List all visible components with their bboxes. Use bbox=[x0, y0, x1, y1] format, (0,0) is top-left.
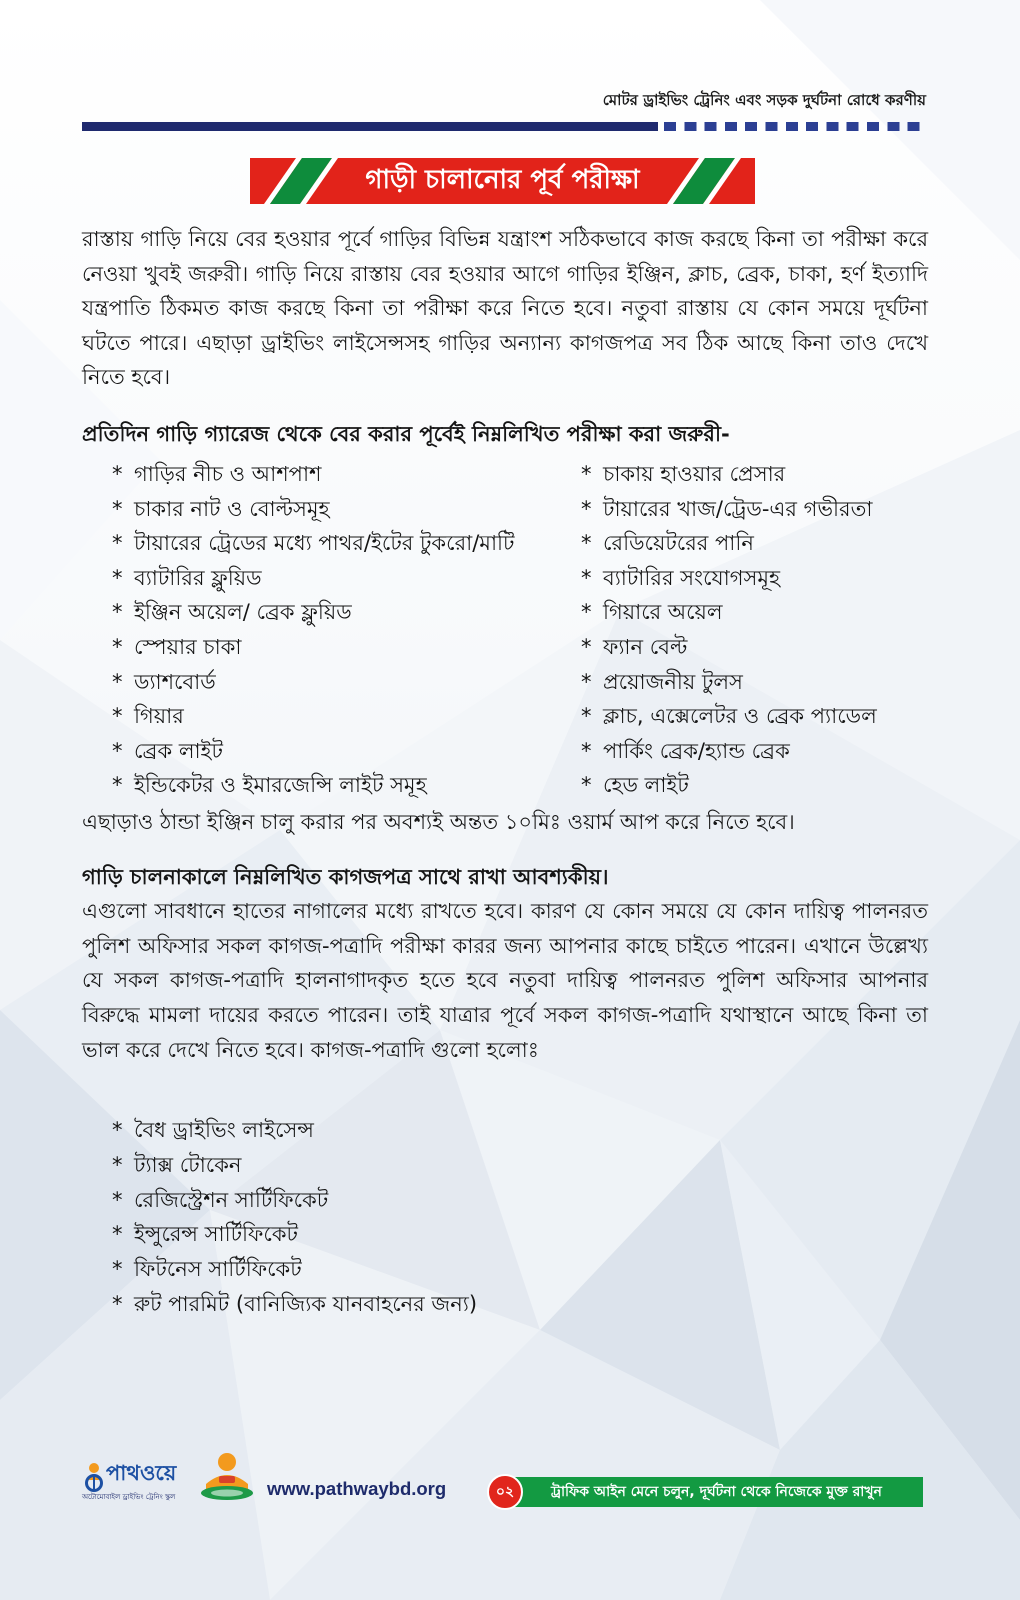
list-item-text: গিয়ারে অয়েল bbox=[603, 600, 723, 625]
list-item-text: চাকার নাট ও বোল্টসমূহ bbox=[134, 496, 330, 521]
list-item bbox=[112, 768, 574, 803]
driver-steering-badge-icon bbox=[198, 1452, 256, 1502]
bullet-asterisk: * bbox=[581, 565, 592, 590]
header-rule-dashed bbox=[664, 122, 928, 131]
list-item-text: রেজিস্ট্রেশন সার্টিফিকেট bbox=[134, 1187, 329, 1212]
list-item bbox=[581, 492, 926, 527]
bullet-asterisk: * bbox=[112, 704, 123, 729]
list-item-text: গিয়ার bbox=[134, 704, 184, 729]
bullet-asterisk: * bbox=[112, 1187, 123, 1212]
list-item-text: টায়ারের খাজ/ট্রেড-এর গভীরতা bbox=[603, 496, 873, 521]
bullet-asterisk: * bbox=[112, 1118, 123, 1142]
list-item bbox=[112, 1113, 632, 1148]
list-item bbox=[112, 1252, 632, 1287]
list-item bbox=[581, 768, 926, 803]
daily-check-list-right bbox=[581, 457, 926, 803]
bullet-asterisk: * bbox=[581, 634, 592, 659]
running-header-title: মোটর ড্রাইভিং ট্রেনিং এবং সড়ক দুর্ঘটনা রোধে করণীয় bbox=[602, 91, 926, 109]
daily-check-heading: প্রতিদিন গাড়ি গ্যারেজ থেকে বের করার পূর্বেই নিম্নলিখিত পরীক্ষা করা জরুরী- bbox=[82, 422, 730, 446]
list-item-text: হেড লাইট bbox=[603, 773, 689, 798]
list-item bbox=[112, 526, 574, 561]
bullet-asterisk: * bbox=[581, 531, 592, 556]
documents-paragraph: এগুলো সাবধানে হাতের নাগালের মধ্যে রাখতে হবে। কারণ যে কোন সময়ে যে কোন দায়িত্ব পালনরত পুলিশ অফিসার সকল কাগজ-পত্রাদি পরীক্ষা কারর জন্য আপনার কাছে চাইতে পারেন। এখানে উল্লেখ্য যে সকল কাগজ-পত্রাদি হালনাগাদকৃত হতে হবে নতুবা দায়িত্ব পালনরত পুলিশ অফিসার আপনার বিরুদ্ধে মামলা দায়ের করতে পারেন। তাই যাত্রার পূর্বে সকল কাগজ-পত্রাদি যথাস্থানে আছে কিনা তা ভাল করে দেখে নিতে হবে। কাগজ-পত্রাদি গুলো হলোঃ bbox=[82, 899, 928, 1062]
list-item-text: ব্যাটারির সংযোগসমূহ bbox=[603, 565, 781, 590]
logo-name: পাথওয়ে bbox=[106, 1461, 177, 1485]
list-item bbox=[581, 734, 926, 769]
list-item bbox=[112, 1287, 632, 1322]
list-item bbox=[581, 630, 926, 665]
header-rule-solid bbox=[82, 122, 658, 131]
list-item-text: প্রয়োজনীয় টুলস bbox=[603, 669, 743, 694]
list-item-text: চাকায় হাওয়ার প্রেসার bbox=[603, 462, 786, 486]
list-item-text: বৈধ ড্রাইভিং লাইসেন্স bbox=[134, 1118, 314, 1142]
bullet-asterisk: * bbox=[581, 738, 592, 763]
list-item bbox=[112, 561, 574, 596]
list-item-text: ট্যাক্স টোকেন bbox=[134, 1152, 242, 1177]
list-item-text: রেডিয়েটরের পানি bbox=[603, 531, 754, 556]
bullet-asterisk: * bbox=[581, 704, 592, 729]
list-item bbox=[112, 699, 574, 734]
bullet-asterisk: * bbox=[112, 496, 123, 521]
list-item-text: ক্লাচ, এক্সেলেটর ও ব্রেক প্যাডেল bbox=[603, 704, 877, 729]
list-item bbox=[112, 630, 574, 665]
list-item bbox=[581, 665, 926, 700]
bullet-asterisk: * bbox=[112, 600, 123, 625]
website-url: www.pathwaybd.org bbox=[267, 1478, 447, 1499]
bullet-asterisk: * bbox=[112, 669, 123, 694]
bullet-asterisk: * bbox=[581, 496, 592, 521]
bullet-asterisk: * bbox=[112, 531, 123, 556]
daily-check-list-left bbox=[112, 457, 574, 803]
list-item-text: গাড়ির নীচ ও আশপাশ bbox=[134, 462, 322, 486]
bullet-asterisk: * bbox=[581, 600, 592, 625]
list-item bbox=[112, 1148, 632, 1183]
list-item bbox=[112, 734, 574, 769]
bullet-asterisk: * bbox=[112, 738, 123, 763]
list-item-text: পার্কিং ব্রেক/হ্যান্ড ব্রেক bbox=[603, 738, 790, 763]
bullet-asterisk: * bbox=[581, 773, 592, 798]
bullet-asterisk: * bbox=[581, 462, 592, 486]
bullet-asterisk: * bbox=[112, 1152, 123, 1177]
bullet-asterisk: * bbox=[112, 565, 123, 590]
list-item bbox=[112, 1217, 632, 1252]
list-item-text: ব্যাটারির ফ্লুয়িড bbox=[134, 565, 262, 590]
list-item-text: ফ্যান বেল্ট bbox=[603, 634, 688, 659]
bullet-asterisk: * bbox=[112, 1291, 123, 1316]
list-item-text: ইন্ডিকেটর ও ইমারজেন্সি লাইট সমূহ bbox=[134, 773, 427, 798]
page-number: ০২ bbox=[487, 1474, 523, 1510]
section-title: গাড়ী চালানোর পূর্ব পরীক্ষা bbox=[365, 165, 640, 195]
bullet-asterisk: * bbox=[112, 1257, 123, 1282]
list-item-text: ব্রেক লাইট bbox=[134, 738, 223, 763]
intro-paragraph: রাস্তায় গাড়ি নিয়ে বের হওয়ার পূর্বে গাড়ির বিভিন্ন যন্ত্রাংশ সঠিকভাবে কাজ করছে কিনা তা পরীক্ষা করে নেওয়া খুবই জরুরী। গাড়ি নিয়ে রাস্তায় বের হওয়ার আগে গাড়ির ইঞ্জিন, ক্লাচ, ব্রেক, চাকা, হর্ণ ইত্যাদি যন্ত্রপাতি ঠিকমত কাজ করছে কিনা তা পরীক্ষা করে নিতে হবে। নতুবা রাস্তায় যে কোন সময়ে দূর্ঘটনা ঘটতে পারে। এছাড়া ড্রাইভিং লাইসেন্সসহ গাড়ির অন্যান্য কাগজপত্র সব ঠিক আছে কিনা তাও দেখে নিতে হবে। bbox=[82, 227, 928, 389]
bullet-asterisk: * bbox=[581, 669, 592, 694]
documents-list bbox=[112, 1113, 632, 1322]
warm-up-note: এছাড়াও ঠান্ডা ইঞ্জিন চালু করার পর অবশ্যই অন্তত ১০মিঃ ওয়ার্ম আপ করে নিতে হবে। bbox=[82, 810, 795, 834]
list-item-text: ইঞ্জিন অয়েল/ ব্রেক ফ্লুয়িড bbox=[134, 600, 352, 625]
section-title-banner bbox=[250, 158, 755, 204]
bullet-asterisk: * bbox=[112, 1222, 123, 1247]
bullet-asterisk: * bbox=[112, 634, 123, 659]
list-item-text: রুট পারমিট (বানিজ্যিক যানবাহনের জন্য) bbox=[134, 1291, 478, 1316]
list-item-text: টায়ারের ট্রেডের মধ্যে পাথর/ইটের টুকরো/মাটি bbox=[134, 531, 515, 556]
documents-heading: গাড়ি চালনাকালে নিম্নলিখিত কাগজপত্র সাথে রাখা আবশ্যকীয়। bbox=[82, 865, 609, 889]
driver-logo-icon bbox=[82, 1462, 108, 1492]
bullet-asterisk: * bbox=[112, 462, 123, 486]
footer-slogan: ট্রাফিক আইন মেনে চলুন, দূর্ঘটনা থেকে নিজেকে মুক্ত রাখুন bbox=[515, 1477, 923, 1507]
list-item bbox=[581, 561, 926, 596]
list-item-text: ইন্সুরেন্স সার্টিফিকেট bbox=[134, 1222, 298, 1247]
pathway-logo bbox=[82, 1458, 196, 1508]
list-item-text: ফিটনেস সার্টিফিকেট bbox=[134, 1257, 302, 1282]
list-item bbox=[112, 595, 574, 630]
list-item bbox=[581, 457, 926, 492]
list-item-text: ড্যাশবোর্ড bbox=[134, 669, 216, 694]
list-item bbox=[112, 492, 574, 527]
list-item bbox=[581, 526, 926, 561]
list-item-text: স্পেয়ার চাকা bbox=[134, 634, 242, 659]
list-item bbox=[581, 595, 926, 630]
list-item bbox=[581, 699, 926, 734]
logo-tagline: অটোমোবাইল ড্রাইভিং ট্রেনিং স্কুল bbox=[82, 1493, 176, 1501]
list-item bbox=[112, 457, 574, 492]
bullet-asterisk: * bbox=[112, 773, 123, 798]
list-item bbox=[112, 1183, 632, 1218]
list-item bbox=[112, 665, 574, 700]
